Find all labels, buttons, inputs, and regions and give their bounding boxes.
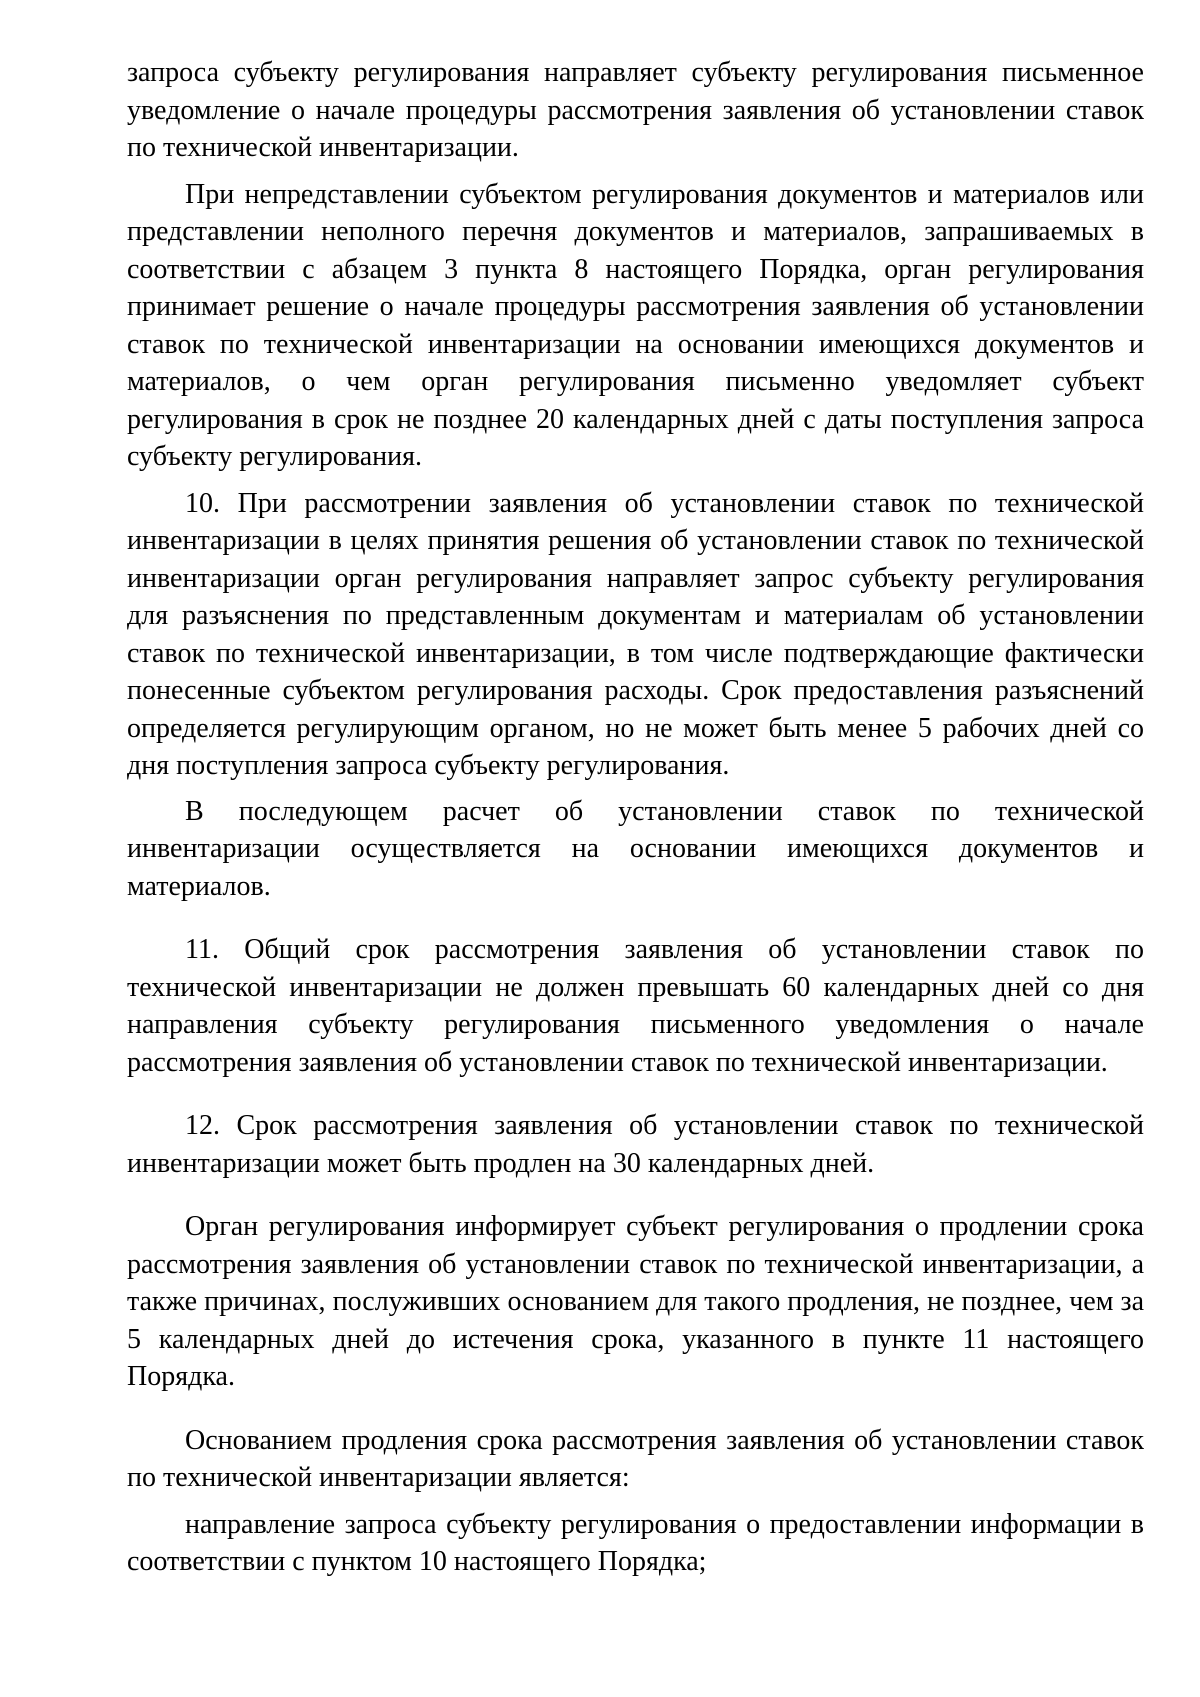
paragraph-item-10: 10. При рассмотрении заявления об установлении ставок по технической инвентаризации в целях принятия решения об установлении ставок по технической инвентаризации орган регулирования направляет запрос субъекту регулирования для разъяснения по представленным документам и материалам об установлении ставок по технической инвентаризации, в том числе подтверждающие фактически понесенные субъектом регулирования расходы. Срок предоставления разъяснений определяется регулирующим органом, но не может быть менее 5 рабочих дней со дня поступления запроса субъекту регулирования.: [127, 487, 1144, 781]
paragraph-extension-ground-item: направление запроса субъекту регулирования о предоставлении информации в соответствии с пунктом 10 настоящего Порядка;: [127, 1508, 1144, 1577]
paragraph-nonsubmission: При непредставлении субъектом регулирования документов и материалов или представлении неполного перечня документов и материалов, запрашиваемых в соответствии с абзацем 3 пункта 8 настоящего Порядка, орган регулирования принимает решение о начале процедуры рассмотрения заявления об установлении ставок по технической инвентаризации на основании имеющихся документов и материалов, о чем орган регулирования письменно уведомляет субъект регулирования в срок не позднее 20 календарных дней с даты поступления запроса субъекту регулирования.: [127, 178, 1144, 472]
paragraph-item-11: 11. Общий срок рассмотрения заявления об установлении ставок по технической инвентаризации не должен превышать 60 календарных дней со дня направления субъекту регулирования письменного уведомления о начале рассмотрения заявления об установлении ставок по технической инвентаризации.: [127, 934, 1144, 1078]
paragraph-extension-notice: Орган регулирования информирует субъект регулирования о продлении срока рассмотрения заявления об установлении ставок по технической инвентаризации, а также причинах, послуживших основанием для такого продления, не позднее, чем за 5 календарных дней до истечения срока, указанного в пункте 11 настоящего Порядка.: [127, 1211, 1144, 1392]
paragraph-item-12: 12. Срок рассмотрения заявления об установлении ставок по технической инвентаризации может быть продлен на 30 календарных дней.: [127, 1110, 1144, 1179]
paragraph-extension-grounds: Основанием продления срока рассмотрения заявления об установлении ставок по технической инвентаризации является:: [127, 1424, 1144, 1493]
document-body: [127, 54, 1144, 1581]
paragraph-continuation: запроса субъекту регулирования направляет субъекту регулирования письменное уведомление о начале процедуры рассмотрения заявления об установлении ставок по технической инвентаризации.: [127, 57, 1144, 163]
paragraph-subsequent-calculation: В последующем расчет об установлении ставок по технической инвентаризации осуществляется на основании имеющихся документов и материалов.: [127, 795, 1144, 902]
